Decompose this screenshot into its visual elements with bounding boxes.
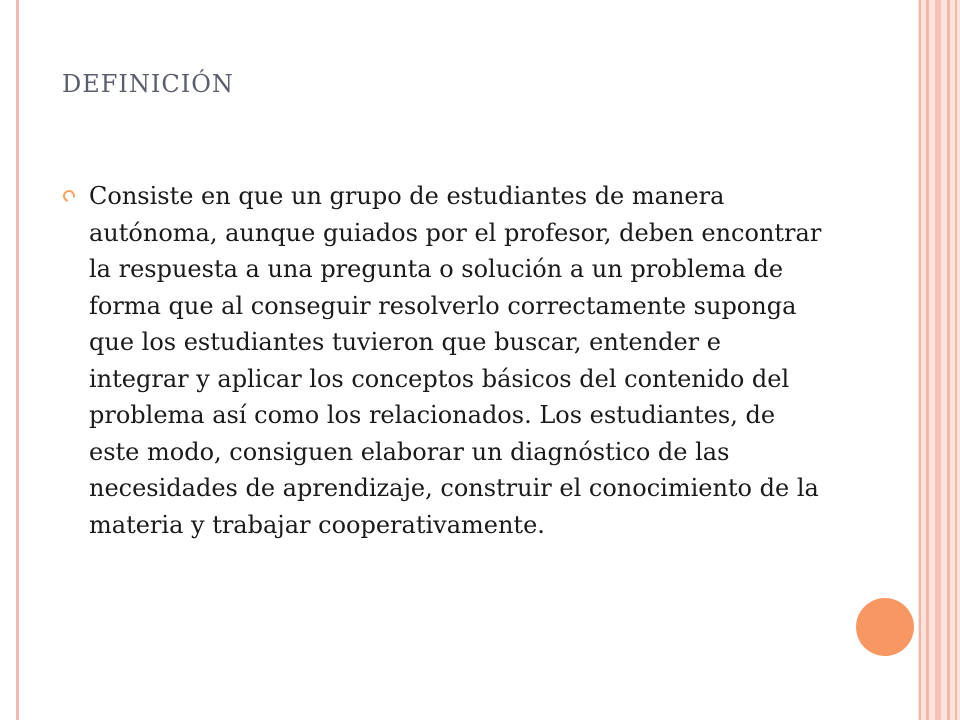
right-stripe (947, 0, 950, 720)
bullet-circle-icon (61, 188, 77, 204)
right-stripe (935, 0, 941, 720)
right-stripe (955, 0, 957, 720)
right-stripe (919, 0, 921, 720)
slide-title: DEFINICIÓN (62, 70, 234, 98)
bullet-item (62, 178, 822, 543)
orange-circle-decoration (856, 598, 914, 656)
right-stripe (926, 0, 929, 720)
bullet-text: Consiste en que un grupo de estudiantes de manera autónoma, aunque guiados por el profesor, deben encontrar la respuesta a una pregunta o solución a un problema de forma que al conseguir resolverlo correctamente suponga que los estudiantes tuvieron que buscar, entender e integrar y aplicar los conceptos básicos del contenido del problema así como los relacionados. Los estudiantes, de este modo, consiguen elaborar un diagnóstico de las necesidades de aprendizaje, construir el conocimiento de la materia y trabajar cooperativamente. (89, 182, 822, 539)
left-border-line (16, 0, 19, 720)
bullet-list (62, 178, 822, 543)
